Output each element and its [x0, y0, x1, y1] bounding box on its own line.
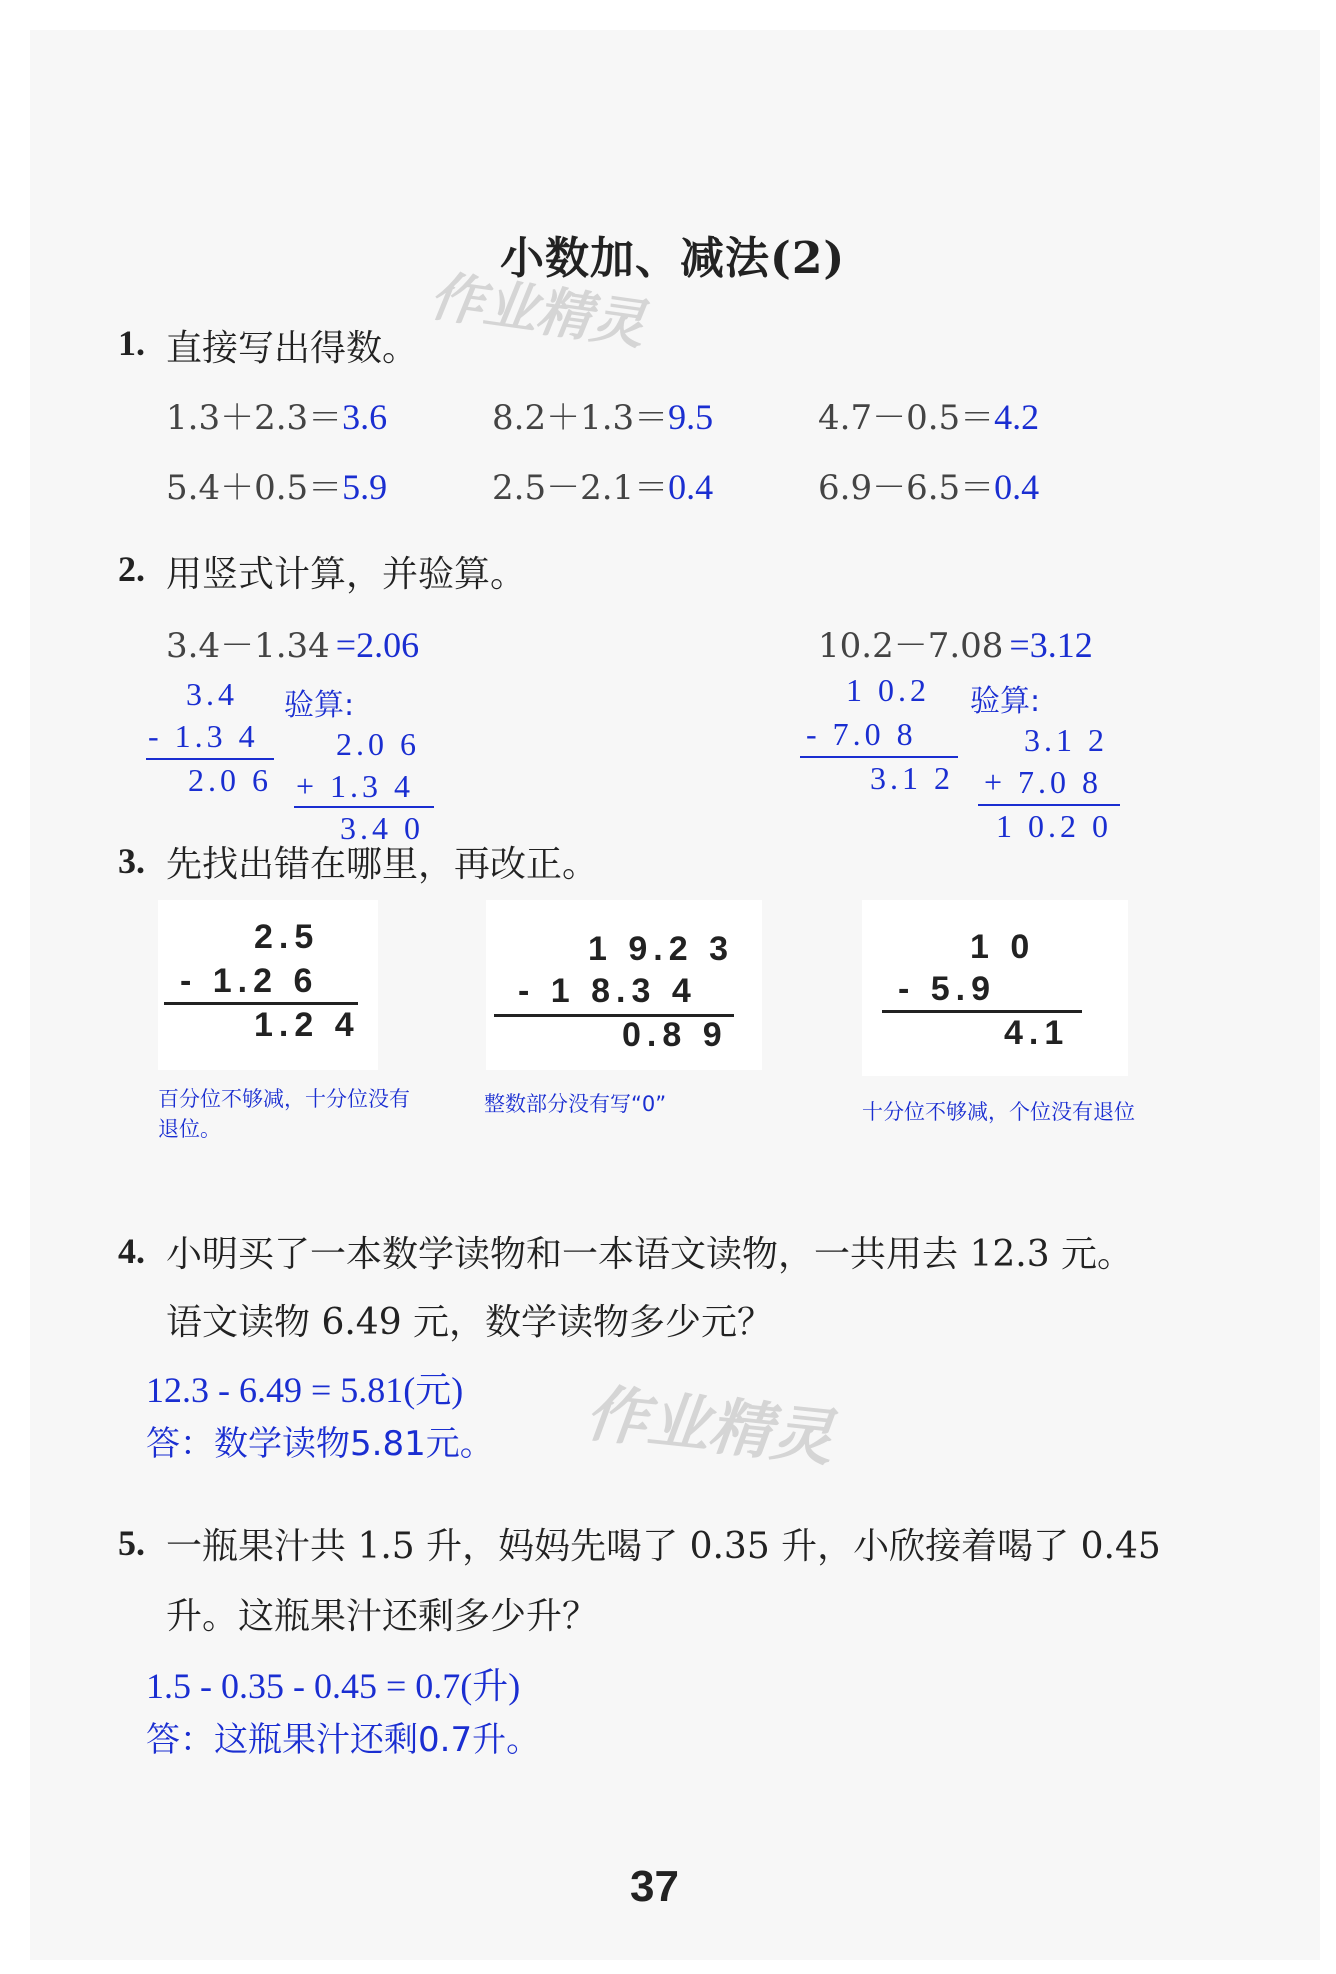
page-title: 小数加、减法(2) [500, 233, 846, 284]
q3-box-1-top: 2.5 [254, 918, 320, 956]
q2-right-check-add: + 7.0 8 [984, 764, 1103, 800]
q5-line-2: 升。这瓶果汁还剩多少升？ [166, 1596, 599, 1637]
q3-box-3-result: 4.1 [1004, 1014, 1070, 1052]
q4-calculation: 12.3 - 6.49 = 5.81(元) [146, 1370, 464, 1410]
q2-right-check-label: 验算: [970, 684, 1041, 719]
q2-text: 用竖式计算，并验算。 [166, 554, 527, 595]
q2-right-check-line [978, 804, 1120, 806]
q2-left-expr: 3.4－1.34 [166, 626, 330, 666]
q2-left-result: 2.0 6 [188, 762, 272, 798]
q3-note-1: 百分位不够减，十分位没有退位。 [158, 1087, 410, 1141]
q3-number: 3. [118, 841, 145, 881]
q2-right-answer: =3.12 [1009, 625, 1093, 665]
q2-left-check-top: 2.0 6 [336, 726, 420, 762]
q1-expr: 4.7－0.5＝ [818, 398, 995, 438]
q4-answer: 答：数学读物5.81元。 [146, 1424, 494, 1464]
q2-left-answer: =2.06 [335, 625, 420, 665]
q1-item-4 [166, 460, 387, 509]
q1-number: 1. [118, 323, 145, 363]
q2-right-line [800, 756, 958, 758]
q1-answer: 0.4 [668, 467, 714, 507]
q4-line-2: 语文读物 6.49 元，数学读物多少元？ [166, 1302, 774, 1343]
q5-line-1: 一瓶果汁共 1.5 升，妈妈先喝了 0.35 升，小欣接着喝了 0.45 [166, 1526, 1161, 1567]
q3-note-2: 整数部分没有写“0” [484, 1092, 667, 1116]
q1-item-3 [818, 390, 1039, 439]
q3-box-3-sub: - 5.9 [898, 970, 997, 1008]
q2-right-expr: 10.2－7.08 [818, 626, 1004, 666]
q2-left-check-line [294, 806, 434, 808]
page-number: 37 [630, 1862, 679, 1911]
q2-left-top: 3.4 [186, 676, 238, 712]
watermark-top: 作业精灵 [426, 264, 649, 357]
q2-right-result: 3.1 2 [870, 760, 954, 796]
q2-right-check-top: 3.1 2 [1024, 722, 1108, 758]
q2-number: 2. [118, 549, 145, 589]
q1-expr: 6.9－6.5＝ [818, 468, 995, 508]
q1-item-6 [818, 460, 1039, 509]
q3-note-3: 十分位不够减，个位没有退位 [862, 1100, 1135, 1124]
q3-box-3-top: 1 0 [970, 928, 1036, 966]
q3-box-1-line [164, 1002, 358, 1005]
q3-text: 先找出错在哪里，再改正。 [166, 844, 599, 885]
q3-box-2-result: 0.8 9 [622, 1016, 728, 1054]
q3-box-2-top: 1 9.2 3 [588, 930, 734, 968]
q5-number: 5. [118, 1523, 145, 1563]
q2-left-sub: - 1.3 4 [148, 718, 259, 754]
q2-left-expression [166, 618, 419, 667]
q5-answer: 答：这瓶果汁还剩0.7升。 [146, 1720, 541, 1760]
watermark-middle: 作业精灵 [582, 1376, 837, 1475]
q4-number: 4. [118, 1231, 145, 1271]
q1-expr: 5.4＋0.5＝ [166, 468, 343, 508]
q1-item-5 [492, 460, 713, 509]
q2-right-expression [818, 618, 1093, 667]
q1-answer: 3.6 [342, 397, 388, 437]
q1-item-2 [492, 390, 713, 439]
q1-text: 直接写出得数。 [166, 328, 419, 369]
q1-answer: 4.2 [994, 397, 1040, 437]
q2-left-check-result: 3.4 0 [340, 810, 424, 846]
q2-right-check-result: 1 0.2 0 [996, 808, 1112, 844]
q3-box-3-line [882, 1010, 1082, 1013]
q1-answer: 0.4 [994, 467, 1040, 507]
q3-box-1-sub: - 1.2 6 [180, 962, 319, 1000]
q2-left-line [146, 758, 274, 760]
q2-left-check-add: + 1.3 4 [296, 768, 415, 804]
q1-expr: 1.3＋2.3＝ [166, 398, 343, 438]
q2-right-top: 1 0.2 [846, 672, 930, 708]
q1-answer: 9.5 [668, 397, 714, 437]
q2-right-sub: - 7.0 8 [806, 716, 917, 752]
q2-left-check-label: 验算: [284, 688, 355, 723]
q1-expr: 2.5－2.1＝ [492, 468, 669, 508]
q5-calculation: 1.5 - 0.35 - 0.45 = 0.7(升) [146, 1666, 521, 1706]
q1-expr: 8.2＋1.3＝ [492, 398, 669, 438]
q4-line-1: 小明买了一本数学读物和一本语文读物，一共用去 12.3 元。 [166, 1234, 1134, 1275]
q1-item-1 [166, 390, 387, 439]
q3-box-1-result: 1.2 4 [254, 1006, 360, 1044]
q1-answer: 5.9 [342, 467, 388, 507]
q3-box-2-sub: - 1 8.3 4 [518, 972, 697, 1010]
